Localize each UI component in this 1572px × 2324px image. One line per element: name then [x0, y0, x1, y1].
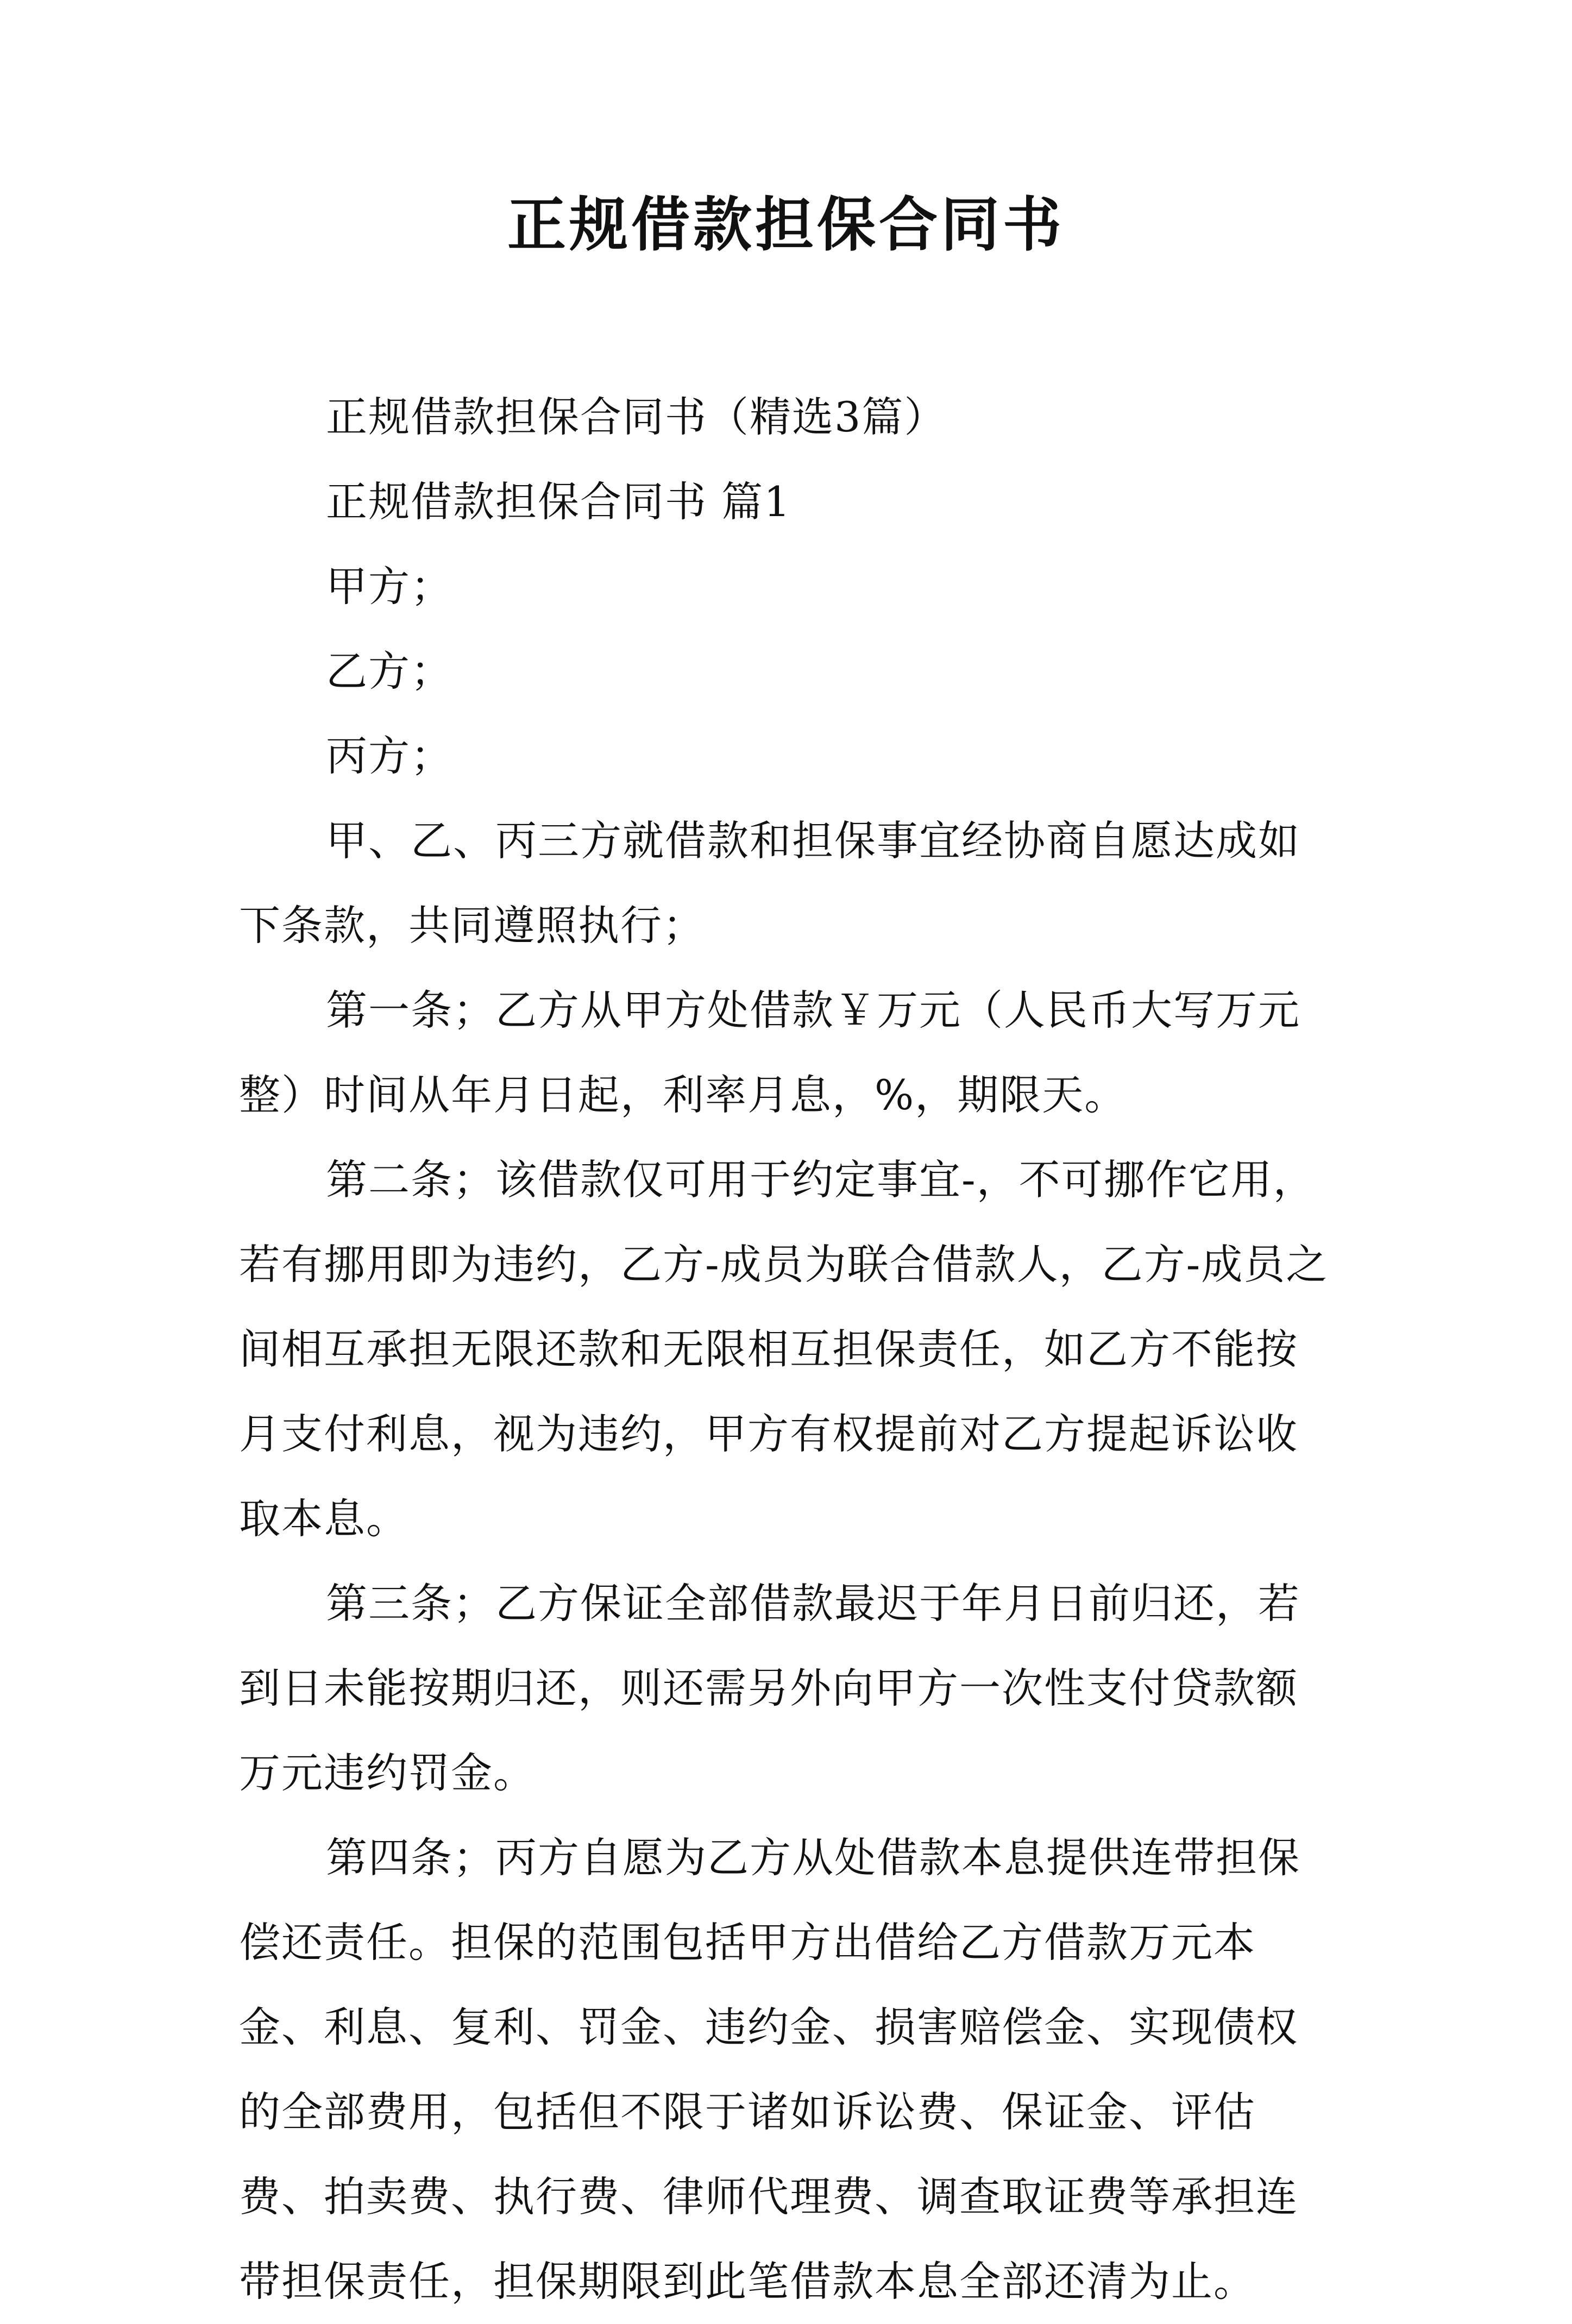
article-4: 第四条；丙方自愿为乙方从处借款本息提供连带担保偿还责任。担保的范围包括甲方出借给乙方借款万元本金、利息、复利、罚金、违约金、损害赔偿金、实现债权的全部费用，包括但不限于诸如诉讼费、保证金、评估费、拍卖费、执行费、律师代理费、调查取证费等承担连带担保责任，担保期限到此笔借款本息全部还清为止。 — [239, 1833, 1300, 2306]
party-a-line: 甲方； — [326, 562, 453, 611]
document-body — [239, 375, 1336, 2324]
paragraph-chapter-heading: 正规借款担保合同书 篇1 — [326, 478, 791, 526]
article-1: 第一条；乙方从甲方处借款￥万元（人民币大写万元整）时间从年月日起，利率月息，%，期限天。 — [239, 986, 1300, 1119]
intro-paragraph: 甲、乙、丙三方就借款和担保事宜经协商自愿达成如下条款，共同遵照执行； — [239, 816, 1300, 950]
article-2: 第二条；该借款仅可用于约定事宜-，不可挪作它用，若有挪用即为违约，乙方-成员为联合借款人，乙方-成员之间相互承担无限还款和无限相互担保责任，如乙方不能按月支付利息，视为违约，甲方有权提前对乙方提起诉讼收取本息。 — [239, 1155, 1329, 1543]
document-title: 正规借款担保合同书 — [507, 191, 1065, 259]
party-c-line: 丙方； — [326, 732, 453, 780]
article-3: 第三条；乙方保证全部借款最迟于年月日前归还，若到日未能按期归还，则还需另外向甲方一次性支付贷款额万元违约罚金。 — [239, 1579, 1300, 1797]
party-b-line: 乙方； — [326, 647, 453, 695]
paragraph-subtitle: 正规借款担保合同书（精选3篇） — [326, 393, 947, 441]
